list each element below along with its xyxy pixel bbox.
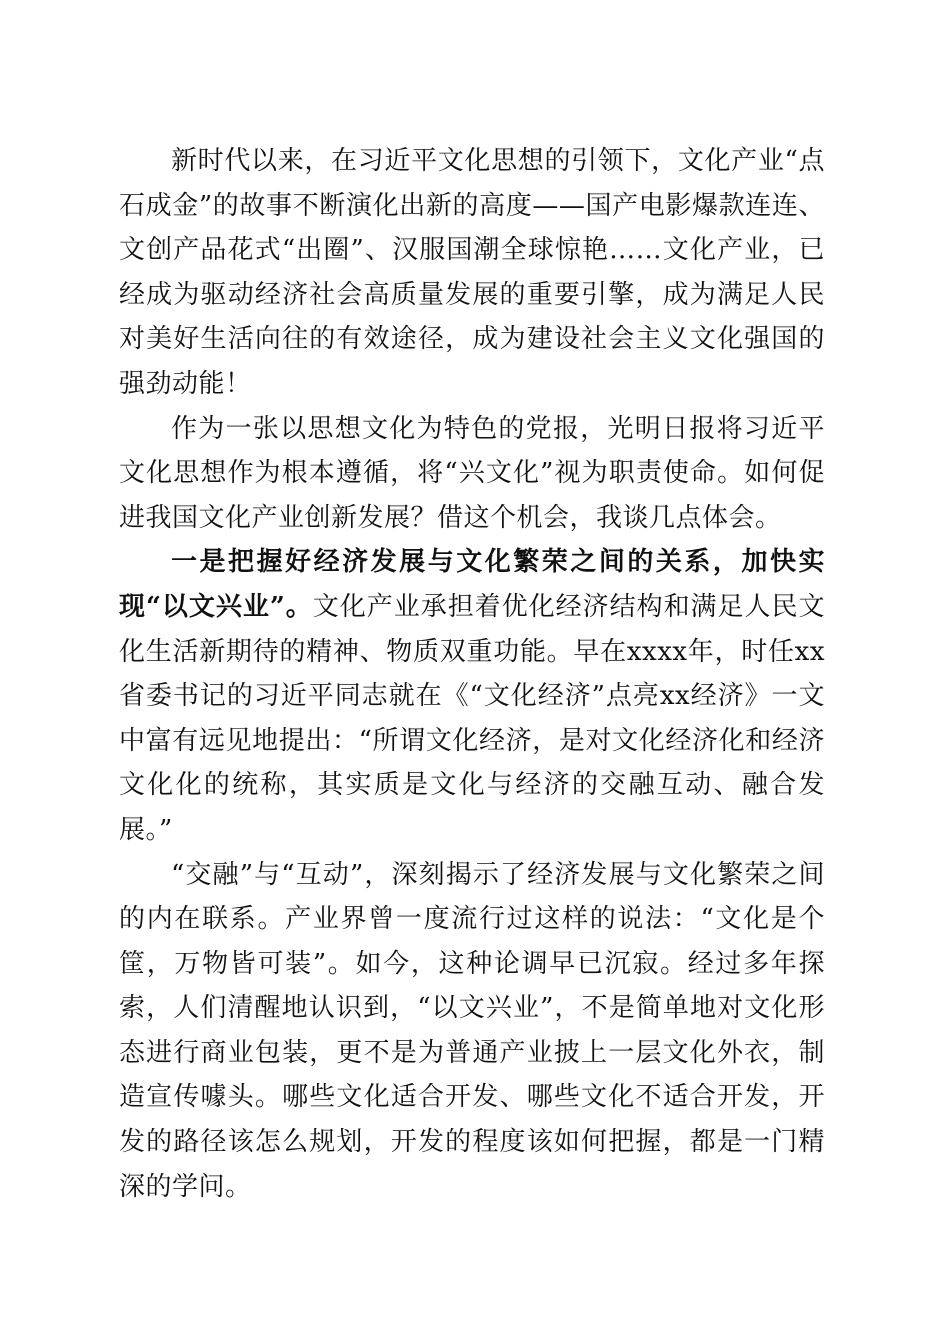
- paragraph-guangming-daily: 作为一张以思想文化为特色的党报，光明日报将习近平文化思想作为根本遵循，将“兴文化”视为职责使命。如何促进我国文化产业创新发展？借这个机会，我谈几点体会。: [119, 413, 825, 533]
- paragraph-integration: “交融”与“互动”，深刻揭示了经济发展与文化繁荣之间的内在联系。产业界曾一度流行过这样的说法：“文化是个筐，万物皆可装”。如今，这种论调早已沉寂。经过多年探索，人们清醒地认识到，“以文兴业”，不是简单地对文化形态进行商业包装，更不是为普通产业披上一层文化外衣，制造宣传噱头。哪些文化适合开发、哪些文化不适合开发，开发的路径该怎么规划，开发的程度该如何把握，都是一门精深的学问。: [119, 859, 825, 1202]
- paragraph-point-one-text: 文化产业承担着优化经济结构和满足人民文化生活新期待的精神、物质双重功能。早在xxxx年，时任xx省委书记的习近平同志就在《“文化经济”点亮xx经济》一文中富有远见地提出：“所谓文化经济，是对文化经济化和经济文化化的统称，其实质是文化与经济的交融互动、融合发展。”: [119, 591, 825, 845]
- paragraph-intro: 新时代以来，在习近平文化思想的引领下，文化产业“点石成金”的故事不断演化出新的高度——国产电影爆款连连、文创产品花式“出圈”、汉服国潮全球惊艳……文化产业，已经成为驱动经济社会高质量发展的重要引擎，成为满足人民对美好生活向往的有效途径，成为建设社会主义文化强国的强劲动能！: [119, 146, 825, 399]
- document-body: [119, 139, 825, 1209]
- paragraph-point-one-lead: 一是把握好经济发展与文化繁荣之间的关系，加快实现“以文兴业”。: [119, 547, 825, 622]
- paragraph-point-one: [119, 540, 825, 852]
